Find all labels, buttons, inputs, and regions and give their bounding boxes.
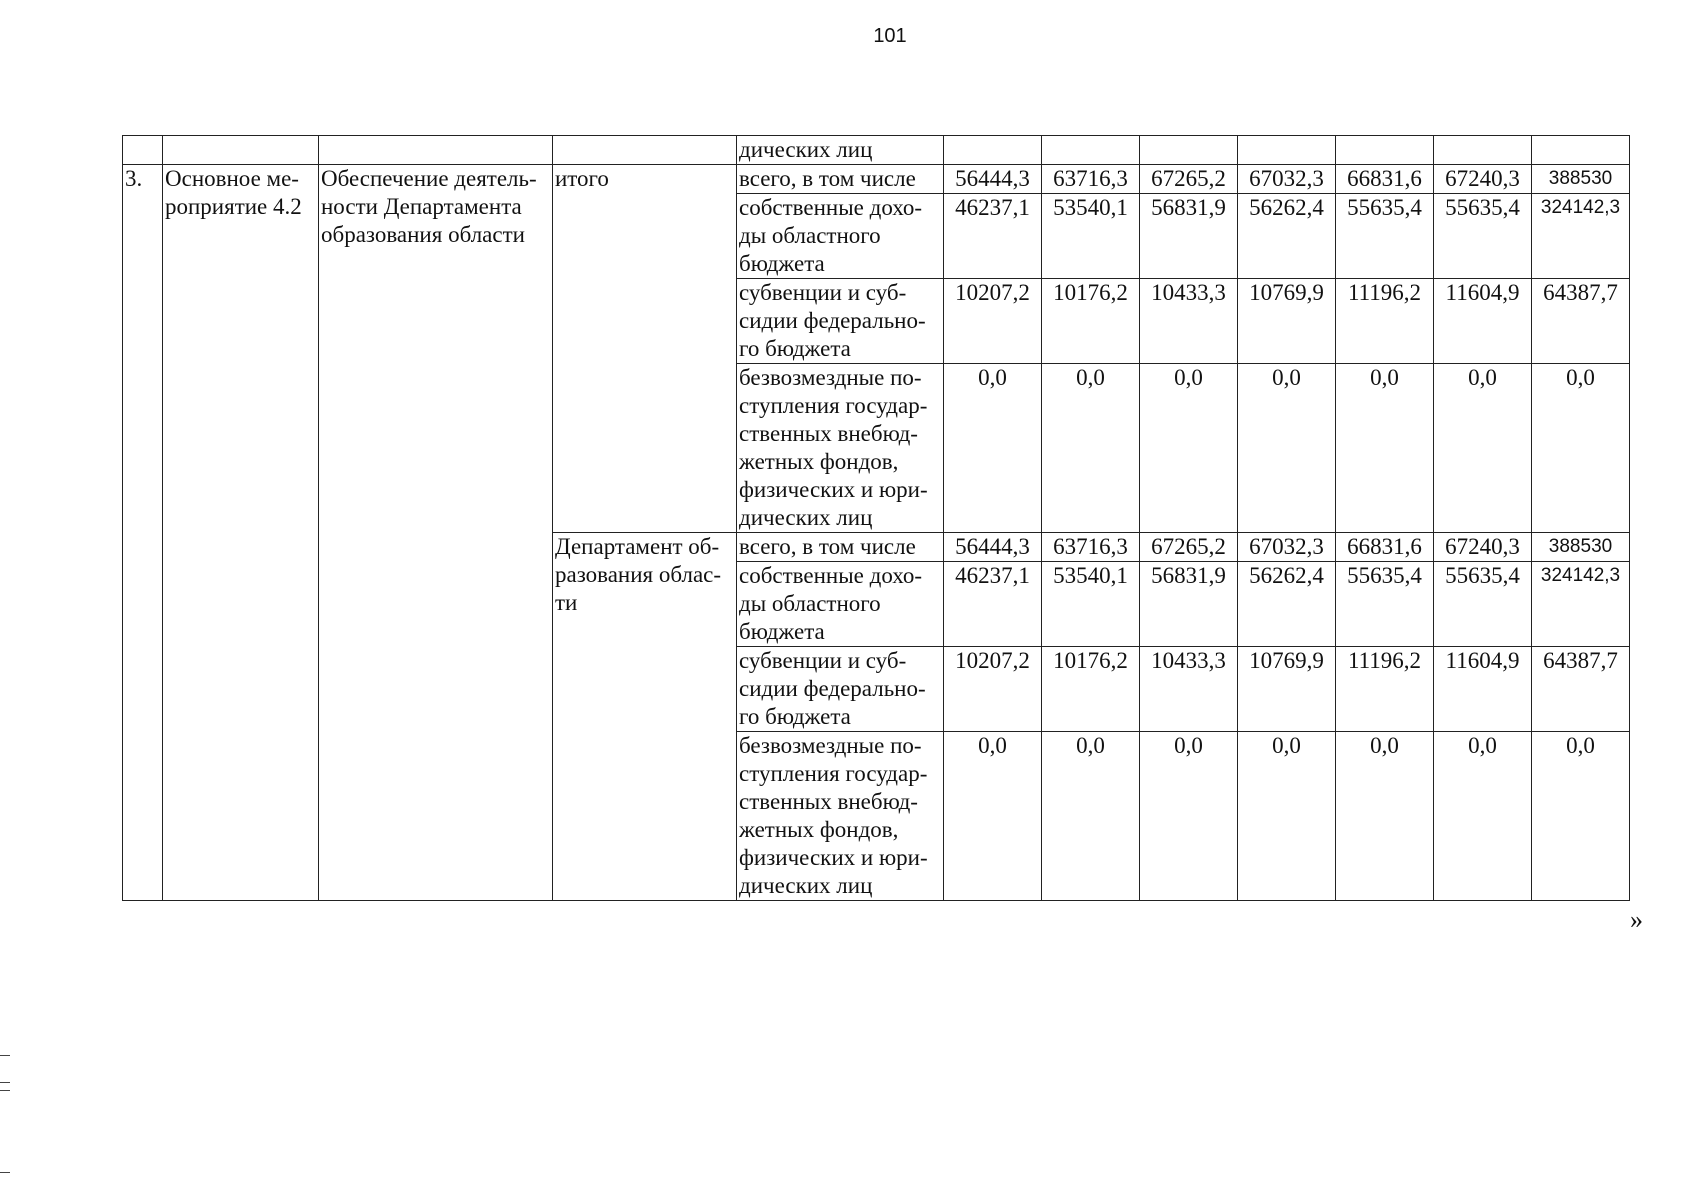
value-cell: 56831,9 [1140,194,1238,279]
value-cell: 67265,2 [1140,533,1238,562]
total-cell: 388530 [1532,165,1630,194]
value-cell: 0,0 [1140,732,1238,901]
value-cell: 10207,2 [944,279,1042,364]
value-cell: 0,0 [1434,364,1532,533]
margin-scan-mark [0,1055,10,1056]
value-cell: 10207,2 [944,647,1042,732]
indicator-cell: субвенции и суб-сидии федерально-го бюджета [737,279,944,364]
total-cell: 0,0 [1532,732,1630,901]
value-cell: 0,0 [1336,364,1434,533]
value-cell: 56444,3 [944,533,1042,562]
value-cell: 10433,3 [1140,279,1238,364]
table-row [123,165,1630,194]
value-cell: 53540,1 [1042,562,1140,647]
budget-table [122,135,1630,901]
closing-quote: » [1630,905,1643,934]
value-cell: 56444,3 [944,165,1042,194]
value-cell: 63716,3 [1042,533,1140,562]
value-cell: 0,0 [1042,732,1140,901]
value-cell: 0,0 [944,732,1042,901]
margin-scan-mark [0,1090,10,1091]
total-cell: 64387,7 [1532,279,1630,364]
value-cell: 0,0 [1042,364,1140,533]
indicator-cell: собственные дохо-ды областного бюджета [737,194,944,279]
value-cell: 10769,9 [1238,279,1336,364]
measure-cell: Основное ме-роприятие 4.2 [163,165,319,901]
margin-scan-mark [0,1172,10,1173]
value-cell: 67032,3 [1238,533,1336,562]
value-cell: 56262,4 [1238,562,1336,647]
value-cell: 0,0 [1140,364,1238,533]
total-cell: 64387,7 [1532,647,1630,732]
executor-cell: итого [553,165,737,533]
value-cell: 66831,6 [1336,533,1434,562]
value-cell: 10176,2 [1042,647,1140,732]
indicator-cell: дических лиц [737,136,944,165]
margin-scan-mark [0,1082,10,1083]
value-cell: 55635,4 [1336,194,1434,279]
value-cell: 0,0 [944,364,1042,533]
indicator-cell: безвозмездные по-ступления государ-ственных внебюд-жетных фондов, физических и юри-дических лиц [737,364,944,533]
value-cell: 67265,2 [1140,165,1238,194]
value-cell: 11196,2 [1336,647,1434,732]
total-cell: 324142,3 [1532,562,1630,647]
value-cell: 55635,4 [1336,562,1434,647]
value-cell: 56262,4 [1238,194,1336,279]
value-cell: 56831,9 [1140,562,1238,647]
value-cell: 10769,9 [1238,647,1336,732]
value-cell: 0,0 [1238,364,1336,533]
total-cell: 0,0 [1532,364,1630,533]
total-cell: 324142,3 [1532,194,1630,279]
value-cell: 55635,4 [1434,194,1532,279]
value-cell: 11196,2 [1336,279,1434,364]
value-cell: 53540,1 [1042,194,1140,279]
indicator-cell: безвозмездные по-ступления государ-ственных внебюд-жетных фондов, физических и юри-дических лиц [737,732,944,901]
executor-cell: Департамент об-разования облас-ти [553,533,737,901]
value-cell: 0,0 [1336,732,1434,901]
value-cell: 46237,1 [944,562,1042,647]
value-cell: 11604,9 [1434,647,1532,732]
indicator-cell: субвенции и суб-сидии федерально-го бюджета [737,647,944,732]
value-cell: 63716,3 [1042,165,1140,194]
measure-name-cell: Обеспечение деятель-ности Департамента образования области [319,165,553,901]
value-cell: 66831,6 [1336,165,1434,194]
value-cell: 0,0 [1434,732,1532,901]
value-cell: 0,0 [1238,732,1336,901]
indicator-cell: всего, в том числе [737,533,944,562]
value-cell: 67240,3 [1434,533,1532,562]
value-cell: 46237,1 [944,194,1042,279]
value-cell: 11604,9 [1434,279,1532,364]
value-cell: 67240,3 [1434,165,1532,194]
value-cell: 67032,3 [1238,165,1336,194]
indicator-cell: собственные дохо-ды областного бюджета [737,562,944,647]
table-row [123,136,1630,165]
value-cell: 10176,2 [1042,279,1140,364]
row-number-cell: 3. [123,165,163,901]
value-cell: 55635,4 [1434,562,1532,647]
indicator-cell: всего, в том числе [737,165,944,194]
page-number: 101 [873,25,907,47]
value-cell: 10433,3 [1140,647,1238,732]
total-cell: 388530 [1532,533,1630,562]
